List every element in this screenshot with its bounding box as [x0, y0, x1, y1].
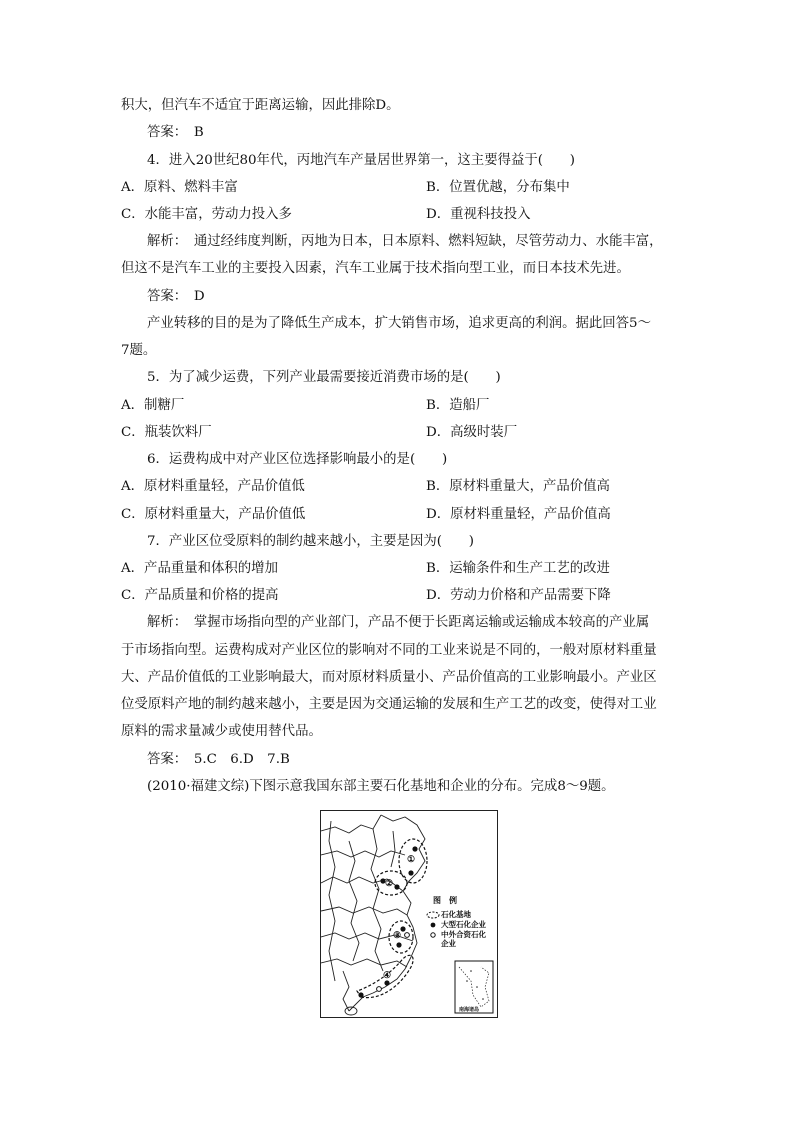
- option-6a: A．原材料重量轻，产品价值低: [121, 479, 305, 494]
- option-5a: A．制糖厂: [121, 398, 185, 413]
- question-7: 7．产业区位受原料的制约越来越小，主要是因为( ): [147, 534, 474, 549]
- explanation-line: 位受原料产地的制约越来越小，主要是因为交通运输的发展和生产工艺的改变，使得对工业: [121, 697, 657, 712]
- province-border: [321, 959, 407, 967]
- marker-4: ④: [383, 971, 392, 981]
- question-5: 5．为了减少运费，下列产业最需要接近消费市场的是( ): [147, 370, 501, 385]
- legend-base-symbol: [427, 912, 439, 918]
- inset-island: [482, 998, 484, 1000]
- option-7b: B．运输条件和生产工艺的改进: [426, 561, 610, 576]
- large-enterprise-dot: [384, 980, 389, 985]
- legend-jv-symbol: [431, 933, 435, 937]
- inset-boundary: [459, 967, 489, 1007]
- answer-line: 答案： B: [147, 125, 204, 140]
- large-enterprise-dot: [358, 992, 363, 997]
- option-6b: B．原材料重量大，产品价值高: [426, 479, 610, 494]
- large-enterprise-dot: [400, 926, 405, 931]
- marker-1: ①: [407, 855, 416, 865]
- option-6c: C．原材料重量大，产品价值低: [121, 507, 306, 522]
- legend-large-label: 大型石化企业: [441, 920, 486, 929]
- explanation-line: 于市场指向型。运费构成对产业区位的影响对不同的工业来说是不同的，一般对原材料重量: [121, 643, 657, 658]
- option-7d: D．劳动力价格和产品需要下降: [426, 588, 611, 603]
- explanation-line: 解析： 掌握市场指向型的产业部门，产品不便于长距离运输或运输成本较高的产业属: [147, 615, 650, 630]
- legend-jv-label: 中外合资石化: [441, 930, 486, 939]
- answer-line: 答案： D: [147, 289, 205, 304]
- answer-line: 答案： 5.C 6.D 7.B: [147, 752, 290, 767]
- explanation-line: 大、产品价值低的工业影响最大，而对原材料质量小、产品价值高的工业影响最小。产业区: [121, 670, 657, 685]
- question-4: 4．进入20世纪80年代，丙地汽车产量居世界第一，这主要得益于( ): [147, 153, 575, 168]
- inset-island: [466, 980, 468, 982]
- intro-line: (2010·福建文综)下图示意我国东部主要石化基地和企业的分布。完成8～9题。: [147, 779, 615, 794]
- explanation-line: 解析： 通过经纬度判断，丙地为日本，日本原料、燃料短缺，尽管劳动力、水能丰富，: [147, 234, 663, 249]
- intro-line: 7题。: [121, 343, 157, 358]
- province-border: [321, 907, 407, 915]
- petrochemical-map: [320, 810, 498, 1018]
- jv-enterprise-dot: [405, 933, 410, 938]
- province-border: [343, 971, 349, 1011]
- option-5b: B．造船厂: [426, 398, 490, 413]
- island: [345, 1007, 357, 1015]
- province-border: [391, 831, 395, 867]
- marker-2: ②: [385, 879, 394, 889]
- explanation-line: 原料的需求量减少或使用替代品。: [121, 724, 322, 739]
- option-7c: C．产品质量和价格的提高: [121, 588, 279, 603]
- option-5d: D．高级时装厂: [426, 425, 518, 440]
- option-4a: A．原料、燃料丰富: [121, 180, 238, 195]
- legend-title: 图 例: [433, 895, 457, 905]
- large-enterprise-dot: [412, 846, 417, 851]
- inset-island: [476, 986, 478, 988]
- question-6: 6．运费构成中对产业区位选择影响最小的是( ): [147, 452, 448, 467]
- inset-island: [470, 970, 472, 972]
- jv-enterprise-dot: [377, 987, 382, 992]
- explanation-line: 但这不是汽车工业的主要投入因素，汽车工业属于技术指向型工业，而日本技术先进。: [121, 261, 630, 276]
- large-enterprise-dot: [408, 870, 413, 875]
- marker-3: ③: [393, 931, 402, 941]
- province-border: [329, 821, 335, 981]
- intro-line: 产业转移的目的是为了降低生产成本，扩大销售市场，追求更高的利润。据此回答5～: [147, 316, 651, 331]
- text-line: 积大，但汽车不适宜于距离运输，因此排除D。: [121, 98, 400, 113]
- option-4c: C．水能丰富，劳动力投入多: [121, 207, 292, 222]
- inset-label: 南海诸岛: [459, 1007, 480, 1013]
- large-enterprise-dot: [396, 942, 401, 947]
- province-border: [371, 829, 383, 971]
- province-border: [349, 841, 359, 961]
- large-enterprise-dot: [394, 884, 399, 889]
- legend-large-symbol: [431, 923, 436, 928]
- legend-base-label: 石化基地: [441, 910, 471, 919]
- province-border: [321, 851, 405, 857]
- option-5c: C．瓶装饮料厂: [121, 425, 212, 440]
- option-4d: D．重视科技投入: [426, 207, 531, 222]
- option-4b: B．位置优越，分布集中: [426, 180, 570, 195]
- legend-jv-label-2: 企业: [441, 939, 456, 948]
- option-7a: A．产品重量和体积的增加: [121, 561, 278, 576]
- option-6d: D．原材料重量轻，产品价值高: [426, 507, 611, 522]
